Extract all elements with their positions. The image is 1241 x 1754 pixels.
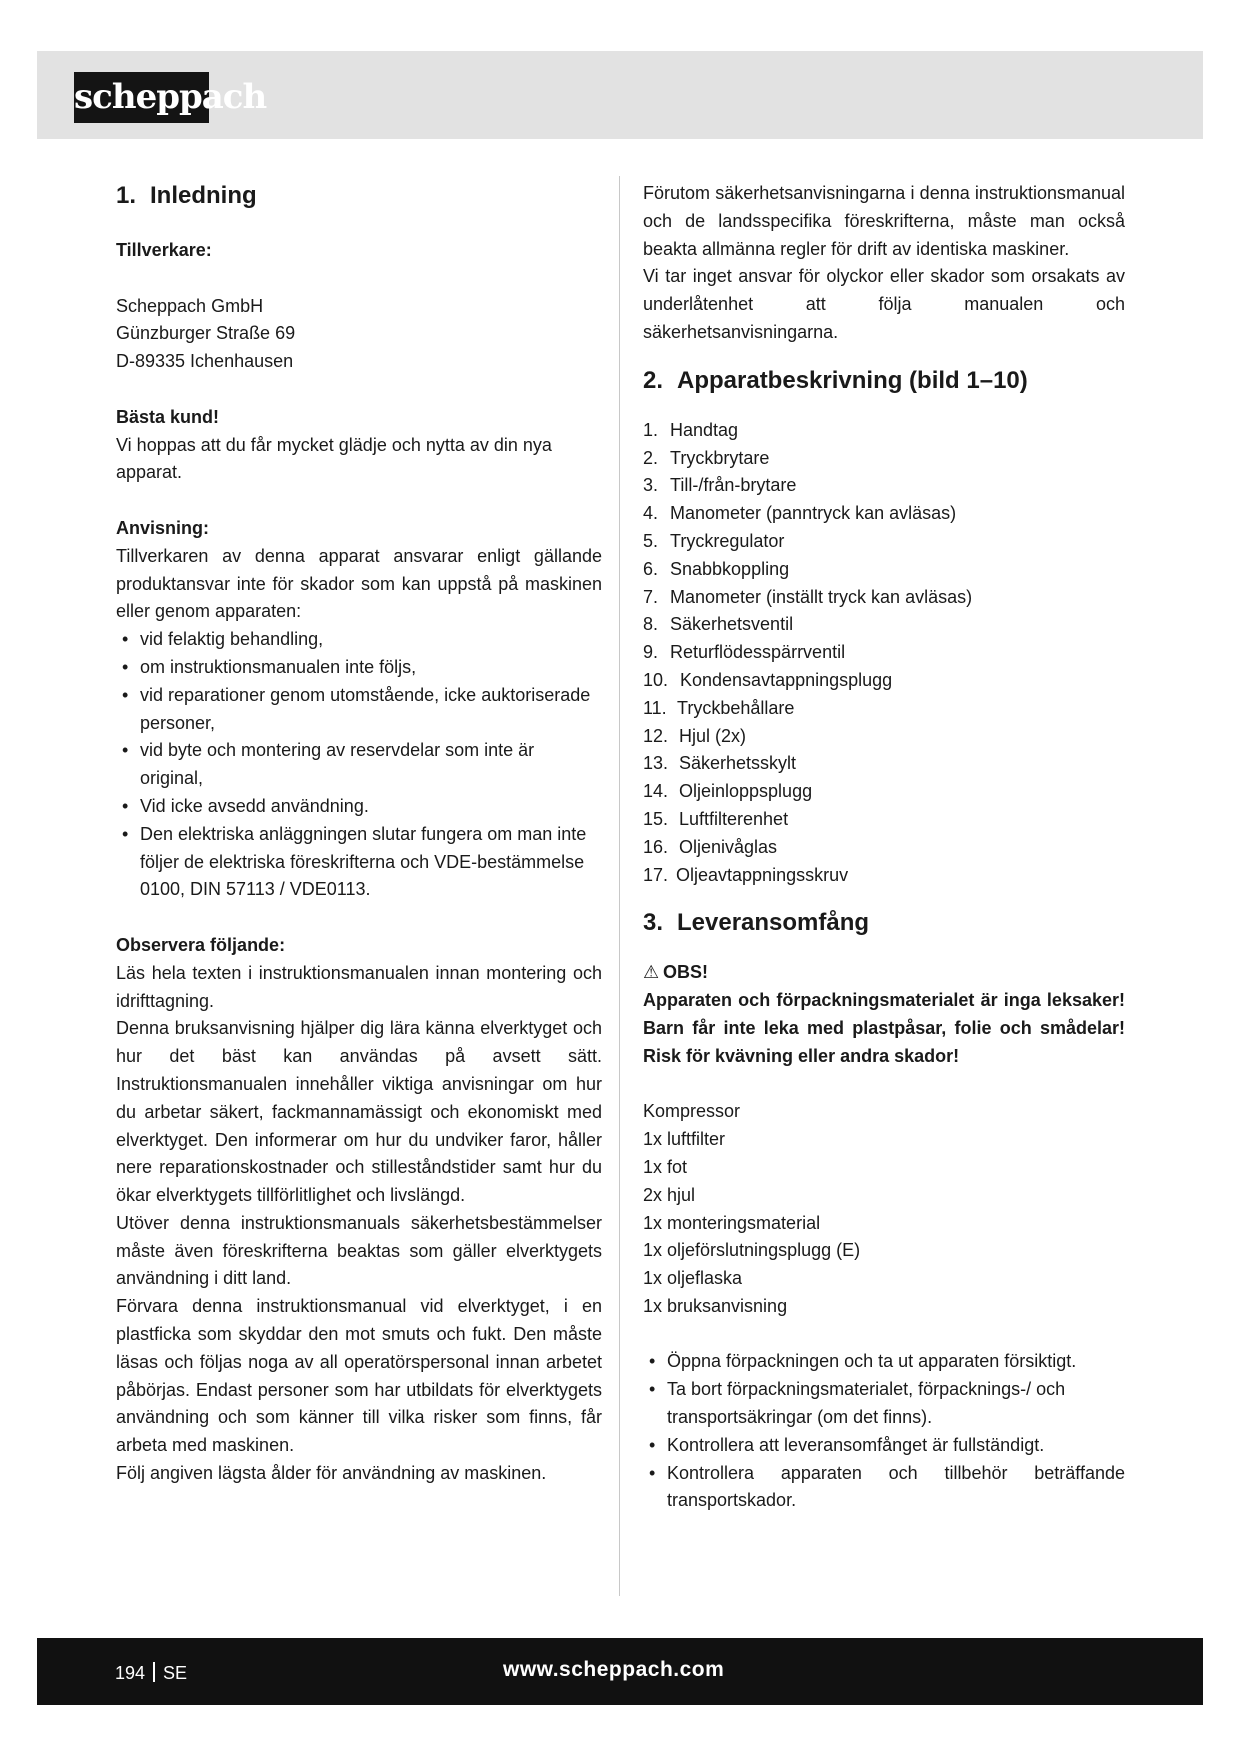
notice-heading: Anvisning:: [116, 517, 209, 538]
notice-text: Tillverkaren av denna apparat ansvarar enligt gällande produktansvar inte för skador som kan uppstå på maskinen eller genom apparaten:: [116, 545, 602, 622]
address-line: Scheppach GmbH: [116, 295, 264, 316]
website-link[interactable]: www.scheppach.com: [503, 1658, 725, 1681]
list-item: 6. Snabbkoppling: [643, 558, 790, 579]
observe-heading: Observera följande:: [116, 934, 286, 955]
dear-customer-heading: Bästa kund!: [116, 406, 220, 427]
observe-paragraph: Följ angiven lägsta ålder för användning av maskinen.: [116, 1463, 547, 1484]
section-2-heading: 2. Apparatbeskrivning (bild 1–10): [643, 366, 1028, 394]
warning-triangle-icon: ⚠: [643, 962, 660, 983]
list-item: 1. Handtag: [643, 419, 739, 440]
list-item: • Vid icke avsedd användning.: [116, 793, 602, 821]
list-item: 1x bruksanvisning: [643, 1295, 788, 1316]
manufacturer-label: Tillverkare:: [116, 240, 212, 260]
list-item: 4. Manometer (panntryck kan avläsas): [643, 503, 957, 524]
list-item: 17. Oljeavtappningsskruv: [643, 864, 849, 885]
left-column: [116, 180, 602, 1488]
unpacking-bullet-list: [643, 1348, 1125, 1515]
observe-paragraph: Denna bruksanvisning hjälper dig lära känna elverktyget och hur det bäst kan användas på avsett sätt. Instruktionsmanualen innehåller viktiga anvisningar om hur du arbetar säkert, fackmannamässigt och ekonomiskt med elverktyget. Den informerar om hur du undviker faror, håller nere reparationskostnader och stilleståndstider samt hur du ökar elverktygets tillförlitlighet och livslängd.: [116, 1018, 602, 1206]
address-line: Günzburger Straße 69: [116, 323, 296, 344]
list-item: 1x fot: [643, 1156, 688, 1177]
right-column: [643, 180, 1125, 1515]
list-item: • Den elektriska anläggningen slutar fungera om man inte följer de elektriska föreskrifterna och VDE-bestämmelse 0100, DIN 57113 / VDE0113.: [116, 821, 602, 904]
list-item: 12. Hjul (2x): [643, 725, 747, 746]
observe-paragraph: Utöver denna instruktionsmanuals säkerhetsbestämmelser måste även föreskrifterna beaktas som gäller elverktygets användning i ditt land.: [116, 1212, 602, 1289]
separator: [153, 1662, 155, 1682]
observe-paragraph: Förvara denna instruktionsmanual vid elverktyget, i en plastficka som skyddar den mot smuts och fukt. Den måste läsas och följas noga av all operatörspersonal innan arbetet påbörjas. Endast personer som har utbildats för elverktygets användning och som känner till vilka risker som finns, får arbeta med maskinen.: [116, 1296, 602, 1456]
list-item: • Ta bort förpackningsmaterialet, förpacknings-/ och transportsäkringar (om det finns).: [643, 1376, 1125, 1432]
manufacturer-address: [116, 293, 602, 376]
parts-list: [643, 417, 1125, 890]
intro-paragraph: Vi tar inget ansvar för olyckor eller skador som orsakats av underlåtenhet att följa manualen och säkerhetsanvisningarna.: [643, 266, 1125, 342]
list-item: • om instruktionsmanualen inte följs,: [116, 654, 602, 682]
list-item: 3. Till-/från-brytare: [643, 475, 797, 496]
notice-bullet-list: [116, 626, 602, 904]
list-item: 2x hjul: [643, 1184, 696, 1205]
observe-paragraph: Läs hela texten i instruktionsmanualen innan montering och idrifttagning.: [116, 962, 602, 1011]
list-item: 1x monteringsmaterial: [643, 1212, 821, 1233]
scheppach-logo: scheppach: [74, 72, 209, 123]
footer-bar: [37, 1638, 1203, 1705]
list-item: • Öppna förpackningen och ta ut apparaten försiktigt.: [643, 1348, 1125, 1376]
list-item: • vid felaktig behandling,: [116, 626, 602, 654]
list-item: 16. Oljenivåglas: [643, 836, 778, 857]
warning-label: ⚠ OBS!: [643, 959, 1125, 987]
header-bar: [37, 51, 1203, 139]
list-item: 1x oljeflaska: [643, 1268, 743, 1289]
list-item: 7. Manometer (inställt tryck kan avläsas): [643, 586, 973, 607]
list-item: 15. Luftfilterenhet: [643, 808, 789, 829]
list-item: 2. Tryckbrytare: [643, 447, 770, 468]
list-item: • Kontrollera apparaten och tillbehör beträffande transportskador.: [643, 1460, 1125, 1516]
list-item: • Kontrollera att leveransomfånget är fullständigt.: [643, 1432, 1125, 1460]
list-item: 11. Tryckbehållare: [643, 697, 795, 718]
section-3-heading: 3. Leveransomfång: [643, 909, 870, 937]
list-item: Kompressor: [643, 1101, 741, 1122]
intro-paragraph: Förutom säkerhetsanvisningarna i denna instruktionsmanual och de landsspecifika föreskrifterna, måste man också beakta allmänna regler för drift av identiska maskiner.: [643, 183, 1125, 259]
list-item: 14. Oljeinloppsplugg: [643, 781, 813, 802]
list-item: 5. Tryckregulator: [643, 530, 785, 551]
page-number: 194 SE: [115, 1663, 188, 1683]
dear-customer-text: Vi hoppas att du får mycket glädje och nytta av din nya apparat.: [116, 434, 552, 483]
list-item: 13. Säkerhetsskylt: [643, 753, 797, 774]
list-item: 1x luftfilter: [643, 1129, 726, 1150]
list-item: • vid byte och montering av reservdelar som inte är original,: [116, 737, 602, 793]
list-item: 1x oljeförslutningsplugg (E): [643, 1240, 861, 1261]
list-item: 8. Säkerhetsventil: [643, 614, 794, 635]
address-line: D-89335 Ichenhausen: [116, 351, 294, 372]
list-item: 10. Kondensavtappningsplugg: [643, 669, 893, 690]
list-item: 9. Returflödesspärrventil: [643, 642, 846, 663]
section-1-heading: 1. Inledning: [116, 182, 257, 209]
warning-text: Apparaten och förpackningsmaterialet är inga leksaker! Barn får inte leka med plastpåsar, folie och smådelar! Risk för kvävning eller andra skador!: [643, 990, 1125, 1066]
column-divider: [619, 176, 620, 1596]
scope-of-delivery-list: [643, 1098, 1125, 1320]
list-item: • vid reparationer genom utomstående, icke auktoriserade personer,: [116, 682, 602, 738]
